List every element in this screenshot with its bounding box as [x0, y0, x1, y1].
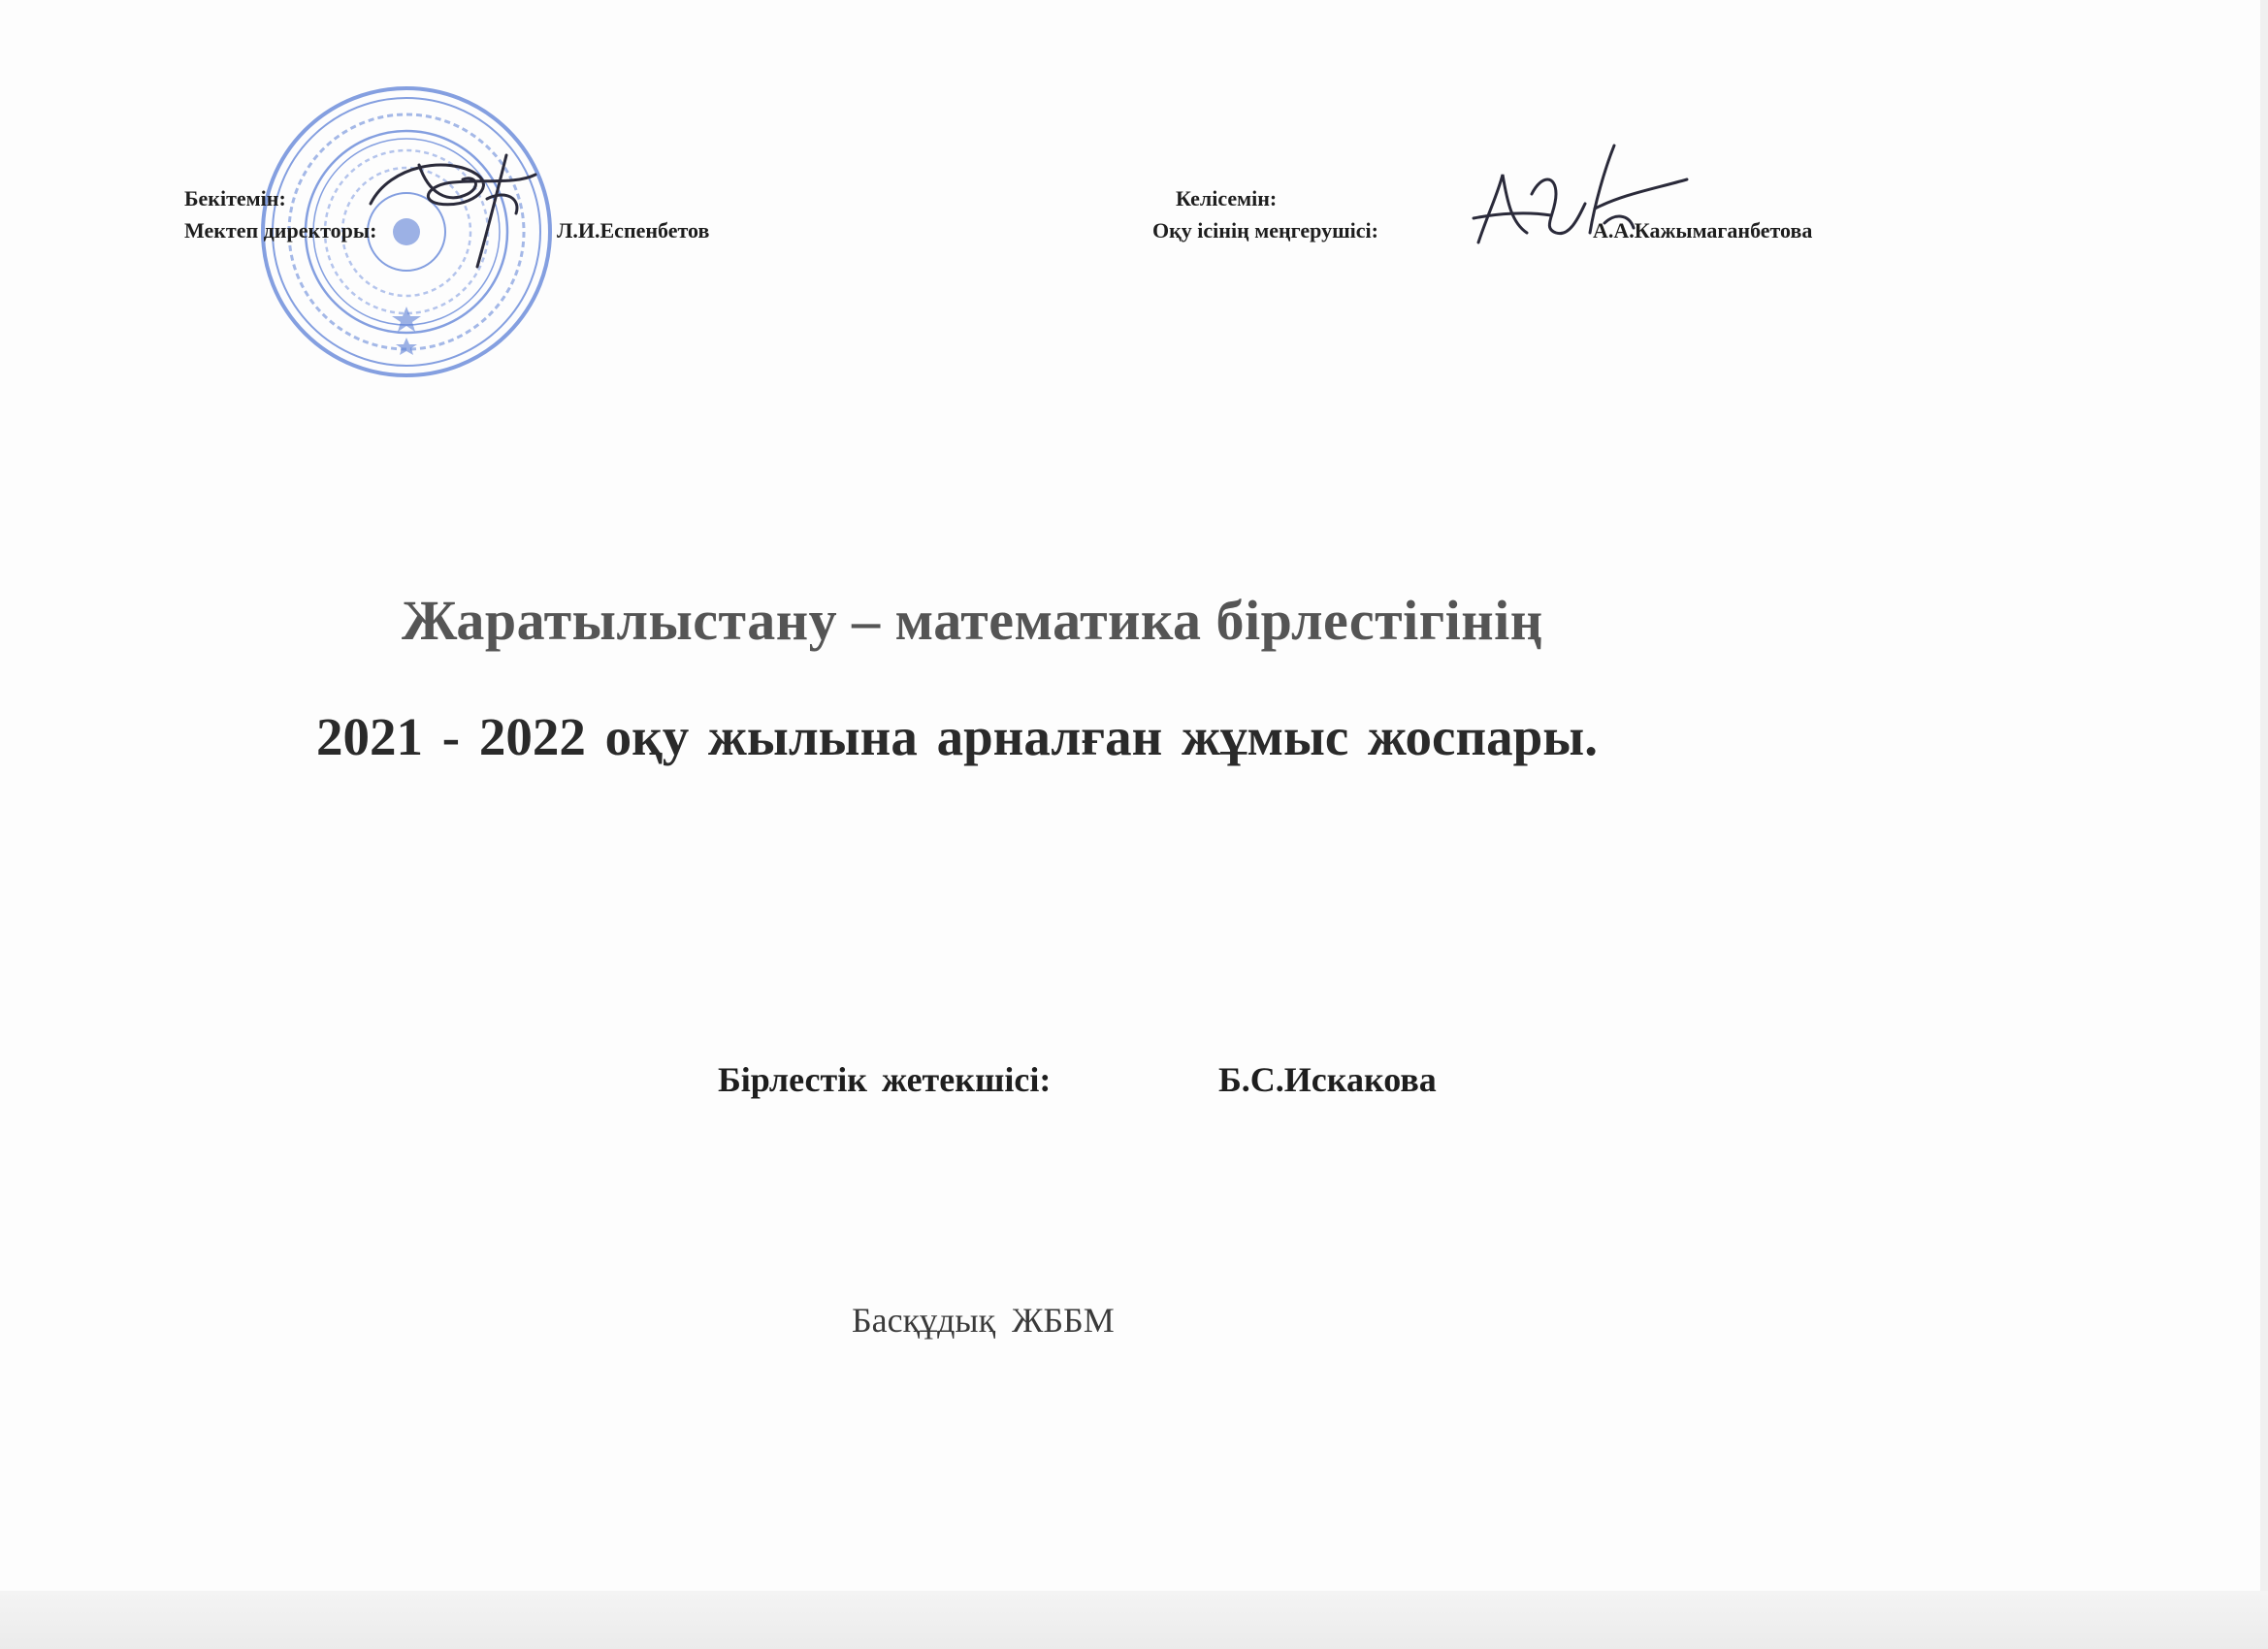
leader-label: Бірлестік жетекшісі:	[718, 1060, 1052, 1099]
leader-name: Б.С.Искакова	[1218, 1060, 1437, 1099]
agree-label: Келісемін:	[1176, 186, 1278, 210]
approve-label: Бекітемін:	[184, 186, 286, 210]
director-name: Л.И.Еспенбетов	[557, 218, 710, 242]
director-signature-icon	[361, 146, 545, 272]
school-name: Басқұдық ЖББМ	[852, 1301, 1115, 1340]
director-role: Мектеп директоры:	[184, 218, 377, 242]
document-title-line2: 2021 - 2022 оқу жылына арналған жұмыс жоспары.	[316, 707, 1598, 766]
document-title-line1: Жаратылыстану – математика бірлестігінің	[402, 589, 1543, 652]
scan-border-right	[2260, 0, 2268, 1591]
head-teacher-role: Оқу ісінің меңгерушісі:	[1152, 218, 1378, 242]
scan-border-bottom	[0, 1591, 2268, 1649]
head-teacher-name: А.А.Кажымаганбетова	[1593, 218, 1813, 242]
